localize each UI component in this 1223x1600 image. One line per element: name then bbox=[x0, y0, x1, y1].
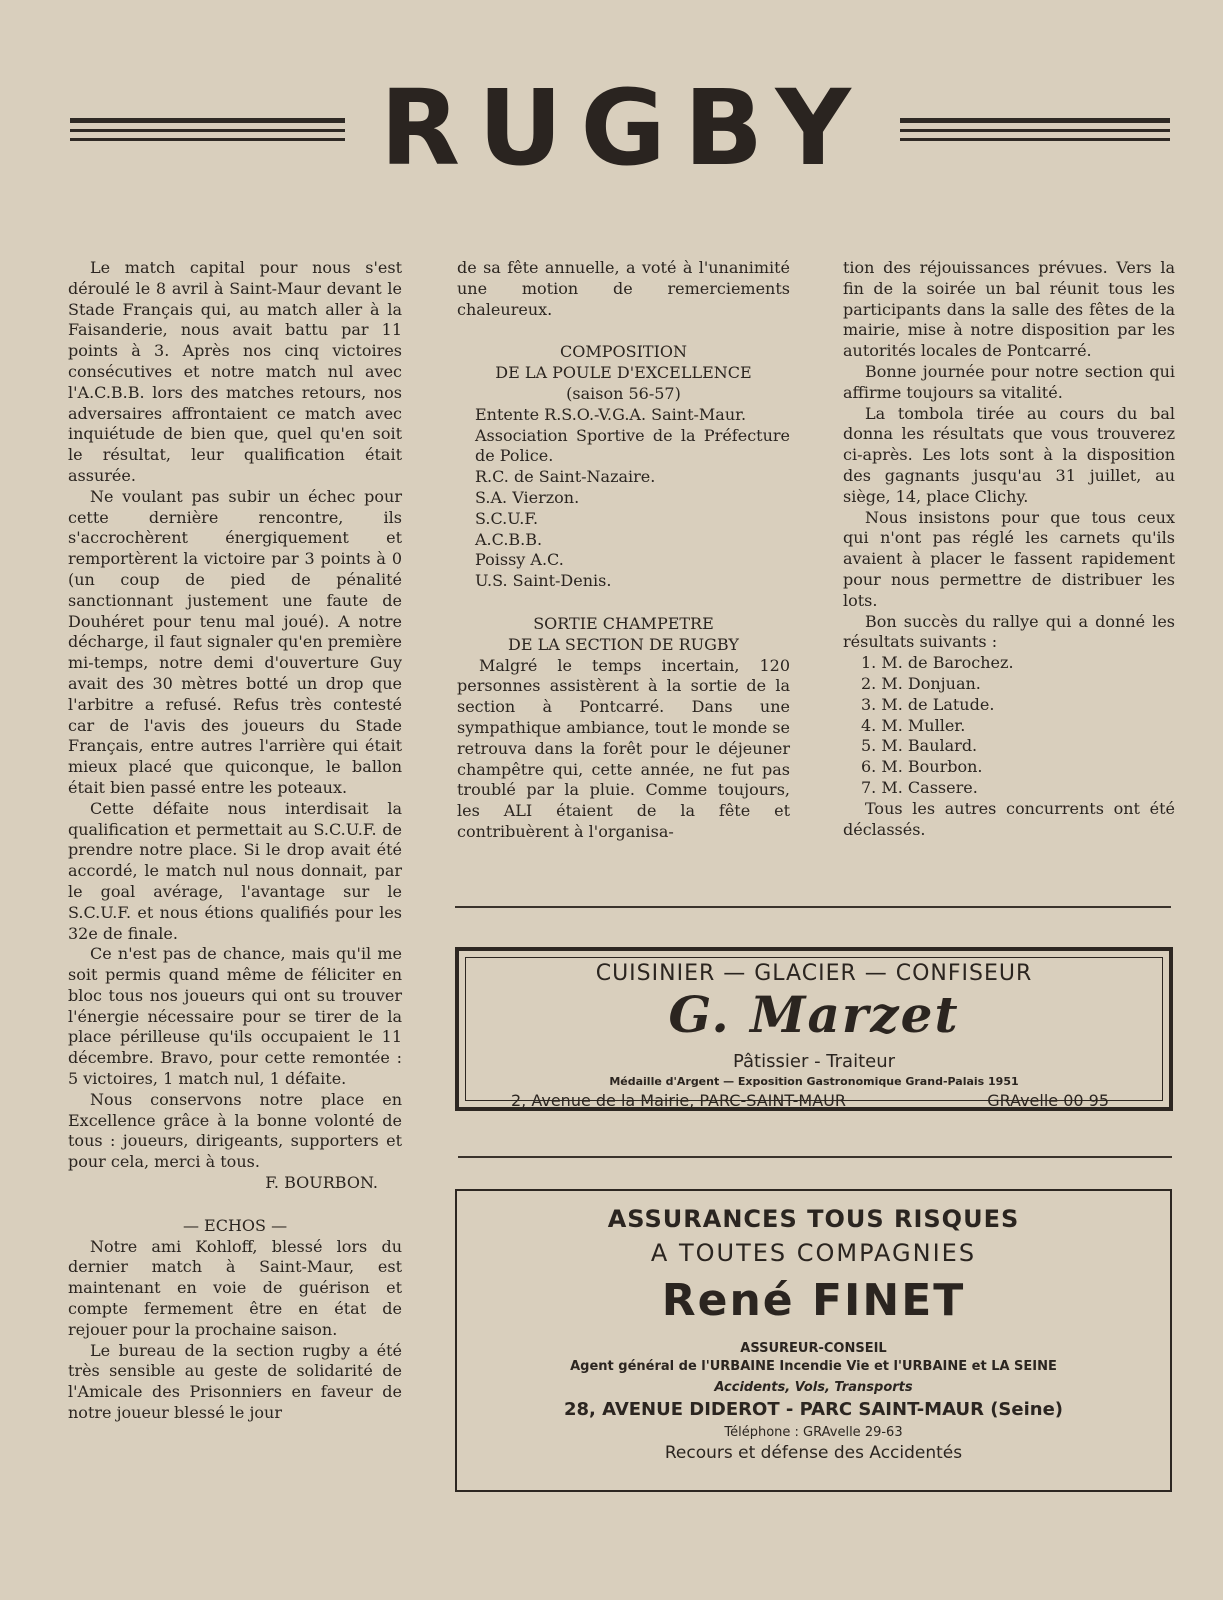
list-item: S.A. Vierzon. bbox=[475, 487, 580, 507]
list-item: 3. M. de Latude. bbox=[861, 694, 995, 714]
paragraph: Ne voulant pas subir un échec pour cette dernière rencontre, ils s'accrochèrent énergiquement et remportèrent la victoire par 3 points à 0 (un coup de pied de pénalité sanctionnant justement une faute de Douhéret pour tenu mal joué). A notre décharge, il faut signaler qu'en première mi-temps, notre demi d'ouverture Guy avait des 30 mètres botté un drop que l'arbitre a refusé. Refus très contesté car de l'avis des joueurs du Stade Français, entre autres l'arrière qui était mieux placé que quiconque, le ballon était bien passé entre les poteaux. bbox=[68, 486, 402, 797]
list-item: Poissy A.C. bbox=[475, 550, 564, 570]
ad-phone: GRAvelle 00 95 bbox=[987, 1091, 1109, 1110]
list-item: 7. M. Cassere. bbox=[861, 777, 978, 797]
ad-headline: ASSURANCES TOUS RISQUES bbox=[607, 1205, 1020, 1233]
paragraph: Ce n'est pas de chance, mais qu'il me soit permis quand même de féliciter en bloc tous nos joueurs qui ont su trouver l'énergie nécessaire pour se tirer de la place périlleuse qu'ils occupaient le 11 décembre. Bravo, pour cette remontée : 5 victoires, 1 match nul, 1 défaite. bbox=[68, 944, 402, 1089]
paragraph: La tombola tirée au cours du bal donna les résultats que vous trouverez ci-après. Les lots sont à la disposition des gagnants jusqu'au 31 juillet, au siège, 14, place Clichy. bbox=[843, 403, 1175, 506]
paragraph: Bonne journée pour notre section qui affirme toujours sa vitalité. bbox=[843, 361, 1175, 402]
article-column-1 bbox=[68, 258, 402, 1424]
ad-agent: Agent général de l'URBAINE Incendie Vie et l'URBAINE et LA SEINE bbox=[570, 1359, 1057, 1374]
ad-phone: Téléphone : GRAvelle 29-63 bbox=[724, 1425, 903, 1440]
paragraph: Le bureau de la section rugby a été très sensible au geste de solidarité de l'Amicale des Prisonniers en faveur de notre joueur blessé le jour bbox=[68, 1340, 402, 1423]
divider bbox=[458, 1156, 1172, 1158]
divider bbox=[455, 906, 1171, 908]
paragraph: Malgré le temps incertain, 120 personnes assistèrent à la sortie de la section à Pontcarré. Dans une sympathique ambiance, tout le monde se retrouva dans la forêt pour le déjeuner champêtre qui, cette année, ne fut pas troublé par la pluie. Comme toujours, les ALI étaient de la fête et contribuèrent à l'organisa- bbox=[457, 655, 790, 841]
paragraph: de sa fête annuelle, a voté à l'unanimité une motion de remerciements chaleureux. bbox=[457, 258, 790, 319]
ad-address: 2, Avenue de la Mairie, PARC-SAINT-MAUR bbox=[511, 1091, 846, 1110]
list-item: 1. M. de Barochez. bbox=[861, 653, 1014, 673]
list-item: 4. M. Muller. bbox=[861, 715, 966, 735]
paragraph: Nous conservons notre place en Excellence grâce à la bonne volonté de tous : joueurs, dirigeants, supporters et pour cela, merci à tous. bbox=[68, 1089, 402, 1172]
ad-role: ASSUREUR-CONSEIL bbox=[740, 1341, 887, 1356]
list-item: R.C. de Saint-Nazaire. bbox=[475, 467, 656, 487]
ad-specialty: Pâtissier - Traiteur bbox=[732, 1051, 896, 1072]
paragraph: Nous insistons pour que tous ceux qui n'ont pas réglé les carnets qu'ils avaient à placer le fassent rapidement pour nous permettre de distribuer les lots. bbox=[843, 507, 1175, 610]
header-rule-left bbox=[70, 118, 345, 147]
page-title: RUGBY bbox=[380, 67, 869, 189]
paragraph: Tous les autres concurrents ont été déclassés. bbox=[843, 798, 1175, 839]
ad-medal: Médaille d'Argent — Exposition Gastronomique Grand-Palais 1951 bbox=[609, 1075, 1019, 1088]
paragraph: Bon succès du rallye qui a donné les résultats suivants : bbox=[843, 611, 1175, 652]
ad-subheadline: A TOUTES COMPAGNIES bbox=[650, 1239, 977, 1267]
list-item: S.C.U.F. bbox=[475, 508, 539, 528]
ad-footer: Recours et défense des Accidentés bbox=[664, 1443, 963, 1463]
team-list bbox=[457, 405, 790, 592]
paragraph: Notre ami Kohloff, blessé lors du dernier match à Saint-Maur, est maintenant en voie de guérison et compte fermement être en état de rejouer pour la prochaine saison. bbox=[68, 1236, 402, 1339]
list-item: Association Sportive de la Préfecture de Police. bbox=[475, 425, 790, 466]
list-item: 2. M. Donjuan. bbox=[861, 673, 981, 693]
article-column-3 bbox=[843, 258, 1175, 840]
composition-season: (saison 56-57) bbox=[566, 383, 681, 403]
article-column-2 bbox=[457, 258, 790, 843]
composition-heading: DE LA POULE D'EXCELLENCE bbox=[495, 363, 752, 383]
ad-business-name: G. Marzet bbox=[668, 985, 960, 1044]
list-item: A.C.B.B. bbox=[475, 529, 543, 549]
header-rule-right bbox=[900, 118, 1170, 147]
ad-marzet bbox=[455, 947, 1173, 1111]
paragraph: Cette défaite nous interdisait la qualification et permettait au S.C.U.F. de prendre notre place. Si le drop avait été accordé, le match nul nous donnait, par le goal avérage, l'avantage sur le S.C.U.F. et nous étions qualifiés pour les 32e de finale. bbox=[68, 798, 402, 943]
list-item: U.S. Saint-Denis. bbox=[475, 571, 612, 591]
paragraph: tion des réjouissances prévues. Vers la fin de la soirée un bal réunit tous les participants dans la salle des fêtes de la mairie, mise à notre disposition par les autorités locales de Pontcarré. bbox=[843, 258, 1175, 361]
list-item: Entente R.S.O.-V.G.A. Saint-Maur. bbox=[475, 404, 747, 424]
ad-business-name: René FINET bbox=[661, 1275, 966, 1326]
list-item: 6. M. Bourbon. bbox=[861, 757, 983, 777]
ad-address: 28, AVENUE DIDEROT - PARC SAINT-MAUR (Seine) bbox=[563, 1399, 1064, 1420]
rally-results bbox=[843, 653, 1175, 799]
list-item: 5. M. Baulard. bbox=[861, 736, 978, 756]
ad-finet bbox=[455, 1189, 1172, 1492]
echos-heading: — ECHOS — bbox=[182, 1215, 288, 1235]
ad-branches: Accidents, Vols, Transports bbox=[714, 1380, 913, 1395]
sortie-heading: DE LA SECTION DE RUGBY bbox=[508, 634, 739, 654]
ad-trade-line: CUISINIER — GLACIER — CONFISEUR bbox=[595, 961, 1033, 986]
author-signature: F. BOURBON. bbox=[265, 1173, 378, 1193]
sortie-heading: SORTIE CHAMPETRE bbox=[533, 613, 714, 633]
paragraph: Le match capital pour nous s'est déroulé le 8 avril à Saint-Maur devant le Stade Français qui, au match aller à la Faisanderie, nous avait battu par 11 points à 3. Après nos cinq victoires consécutives et notre match nul avec l'A.C.B.B. lors des matches retours, nos adversaires affrontaient ce match avec inquiétude de bien que, quel qu'en soit le résultat, leur qualification était assurée. bbox=[68, 258, 402, 485]
composition-heading: COMPOSITION bbox=[559, 342, 687, 362]
